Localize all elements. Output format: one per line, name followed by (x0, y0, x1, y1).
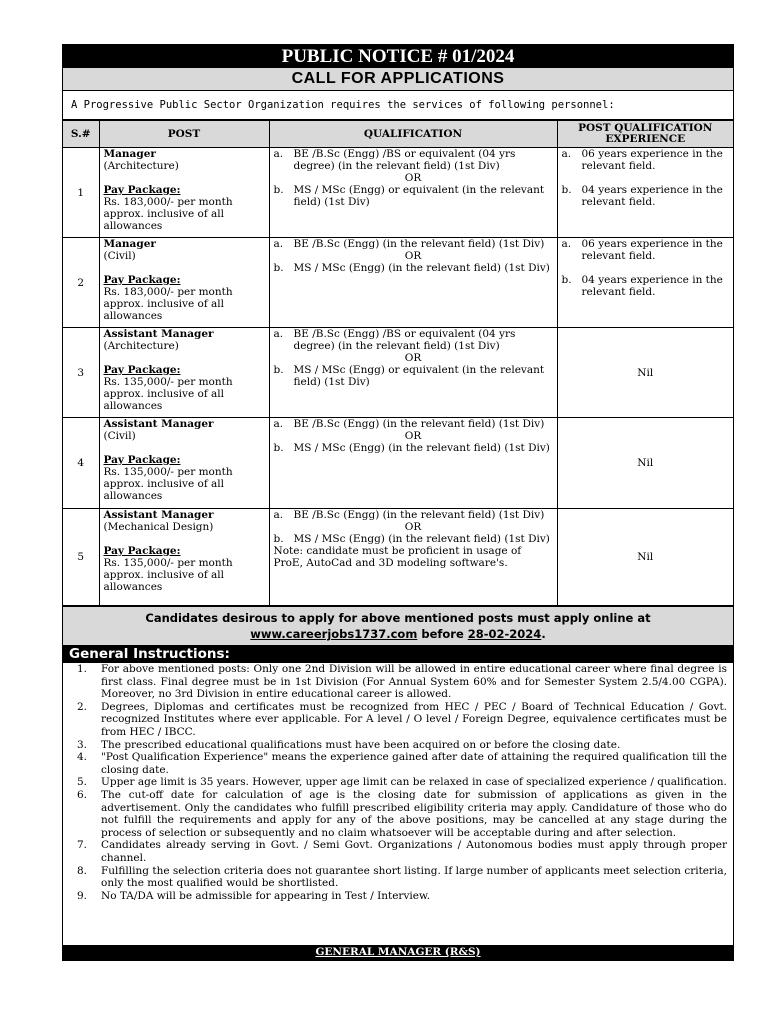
experience-option-a (562, 148, 730, 172)
post-discipline: (Civil) (103, 250, 136, 262)
col-header-experience: POST QUALIFICATION EXPERIENCE (557, 121, 733, 148)
qualification-cell (269, 509, 557, 606)
experience-cell: Nil (557, 328, 733, 418)
qualification-text: BE /B.Sc (Engg) /BS or equivalent (04 yrs degree) (in the relevant field) (1st Div) (293, 328, 516, 352)
instruction-number: 5. (76, 776, 88, 789)
row-number: 2 (63, 238, 99, 328)
pay-amount: Rs. 135,000/- per month (103, 376, 233, 388)
post-title: Assistant Manager (103, 328, 214, 340)
qualification-text: BE /B.Sc (Engg) (in the relevant field) (1st Div) (293, 238, 545, 250)
instruction-item (63, 789, 727, 839)
option-marker: b. (273, 364, 284, 376)
apply-before: before (417, 627, 468, 641)
pay-amount: Rs. 183,000/- per month (103, 286, 233, 298)
posts-table (63, 120, 733, 606)
post-cell (99, 509, 269, 606)
post-discipline: (Architecture) (103, 340, 179, 352)
pay-amount: Rs. 135,000/- per month (103, 557, 233, 569)
instruction-item (63, 739, 727, 752)
instruction-number: 7. (76, 839, 88, 852)
general-instructions-list (63, 663, 733, 902)
qualification-option-b (274, 262, 553, 274)
instruction-text: Candidates already serving in Govt. / Semi Govt. Organizations / Autonomous bodies must apply through proper channel. (101, 839, 727, 864)
table-row (63, 238, 733, 328)
post-discipline: (Architecture) (103, 160, 179, 172)
qualification-text: MS / MSc (Engg) or equivalent (in the relevant field) (1st Div) (293, 364, 545, 388)
qualification-note: Note: candidate must be proficient in usage of ProE, AutoCad and 3D modeling software's. (273, 545, 522, 569)
pay-package-label: Pay Package: (103, 184, 181, 196)
post-title: Manager (103, 238, 156, 250)
experience-option-b (562, 184, 730, 208)
notice-subtitle: CALL FOR APPLICATIONS (63, 68, 733, 91)
qualification-text: BE /B.Sc (Engg) (in the relevant field) (1st Div) (293, 418, 545, 430)
post-cell (99, 148, 269, 238)
instruction-number: 9. (76, 889, 88, 902)
qualification-cell (269, 238, 557, 328)
pay-amount: Rs. 135,000/- per month (103, 466, 233, 478)
qualification-cell (269, 328, 557, 418)
table-row (63, 328, 733, 418)
instruction-text: Degrees, Diplomas and certificates must be recognized from HEC / PEC / Board of Technical Education / Govt. recognized Institutes where ever applicable. For A level / O level / Foreign Degree, equivalence certificates must be from HEC / IBCC. (101, 700, 727, 738)
table-header-row (63, 121, 733, 148)
instruction-text: The cut-off date for calculation of age is the closing date for submission of applications as given in the advertisement. Only the candidates who fulfill prescribed eligibility criteria may apply. Candidature of those who do not fulfill the requirements and apply for any of the above positions, may be cancelled at any stage during the process of selection or subsequently and no claim whatsoever will be acceptable during and after selection. (101, 788, 727, 839)
instruction-text: No TA/DA will be admissible for appearing in Test / Interview. (101, 889, 431, 902)
pay-package-label: Pay Package: (103, 545, 181, 557)
instruction-text: For above mentioned posts: Only one 2nd Division will be allowed in entire educational career where final degree is first class. Final degree must be in 1st Division (For Annual System 60% and for Semester System 2.5/4.00 CGPA). Moreover, no 3rd Division in entire educational career is allowed. (101, 663, 727, 701)
experience-cell: Nil (557, 418, 733, 509)
qualification-text: MS / MSc (Engg) (in the relevant field) (1st Div) (293, 533, 550, 545)
post-title: Assistant Manager (103, 509, 214, 521)
instruction-number: 8. (76, 864, 88, 877)
post-title: Assistant Manager (103, 418, 214, 430)
or-separator: OR (404, 172, 422, 184)
signatory: GENERAL MANAGER (R&S) (63, 945, 733, 960)
qualification-text: MS / MSc (Engg) or equivalent (in the relevant field) (1st Div) (293, 184, 545, 208)
option-marker: b. (273, 262, 284, 274)
apply-line: Candidates desirous to apply for above mentioned posts must apply online at (145, 611, 651, 625)
or-separator: OR (404, 430, 422, 442)
experience-cell: Nil (557, 509, 733, 606)
notice-title: PUBLIC NOTICE # 01/2024 (63, 45, 733, 68)
option-marker: a. (273, 238, 284, 250)
instruction-number: 4. (76, 751, 88, 764)
pay-amount: Rs. 183,000/- per month (103, 196, 233, 208)
post-discipline: (Mechanical Design) (103, 521, 214, 533)
qualification-option-a (274, 148, 553, 172)
qualification-option-a (274, 328, 553, 352)
option-marker: b. (273, 184, 284, 196)
experience-text: 04 years experience in the relevant field. (581, 184, 723, 208)
post-cell (99, 238, 269, 328)
or-separator: OR (404, 250, 422, 262)
notice-sheet (62, 44, 734, 961)
option-marker: b. (561, 274, 572, 286)
general-instructions-heading: General Instructions: (63, 645, 733, 663)
table-row (63, 509, 733, 606)
qualification-option-a (274, 509, 553, 521)
option-marker: b. (273, 533, 284, 545)
qualification-option-b (274, 533, 553, 545)
table-row (63, 148, 733, 238)
pay-note: approx. inclusive of all allowances (103, 298, 225, 322)
col-header-qualification: QUALIFICATION (269, 121, 557, 148)
qualification-option-a (274, 238, 553, 250)
option-marker: b. (273, 442, 284, 454)
qualification-cell (269, 148, 557, 238)
qualification-text: BE /B.Sc (Engg) (in the relevant field) (1st Div) (293, 509, 545, 521)
post-discipline: (Civil) (103, 430, 136, 442)
apply-instructions (63, 606, 733, 645)
option-marker: a. (273, 328, 284, 340)
pay-note: approx. inclusive of all allowances (103, 569, 225, 593)
option-marker: a. (273, 418, 284, 430)
instruction-item (63, 890, 727, 903)
row-number: 5 (63, 509, 99, 606)
col-header-sno: S.# (63, 121, 99, 148)
option-marker: a. (273, 509, 284, 521)
qualification-option-a (274, 418, 553, 430)
instruction-item (63, 865, 727, 890)
qualification-option-b (274, 184, 553, 208)
row-number: 4 (63, 418, 99, 509)
instruction-item (63, 776, 727, 789)
post-title: Manager (103, 148, 156, 160)
qualification-option-b (274, 442, 553, 454)
apply-deadline: 28-02-2024 (467, 627, 542, 641)
instruction-text: Upper age limit is 35 years. However, upper age limit can be relaxed in case of specialized experience / qualification. (101, 776, 727, 789)
notice-intro: A Progressive Public Sector Organization requires the services of following personnel: (63, 91, 733, 120)
experience-cell (557, 238, 733, 328)
table-row (63, 418, 733, 509)
experience-cell (557, 148, 733, 238)
experience-option-b (562, 274, 730, 298)
option-marker: b. (561, 184, 572, 196)
row-number: 3 (63, 328, 99, 418)
or-separator: OR (404, 521, 422, 533)
post-cell (99, 328, 269, 418)
pay-package-label: Pay Package: (103, 274, 181, 286)
instruction-text: "Post Qualification Experience" means the experience gained after date of attaining the required qualification till the closing date. (101, 751, 727, 776)
option-marker: a. (273, 148, 284, 160)
experience-text: 06 years experience in the relevant field. (581, 238, 723, 262)
experience-text: 06 years experience in the relevant field. (581, 148, 723, 172)
qualification-text: MS / MSc (Engg) (in the relevant field) (1st Div) (293, 442, 550, 454)
option-marker: a. (561, 148, 572, 160)
row-number: 1 (63, 148, 99, 238)
instruction-text: The prescribed educational qualifications must have been acquired on or before the closing date. (101, 738, 621, 751)
instruction-text: Fulfilling the selection criteria does not guarantee short listing. If large number of applicants meet selection criteria, only the most qualified would be shortlisted. (101, 864, 727, 890)
or-separator: OR (404, 352, 422, 364)
col-header-post: POST (99, 121, 269, 148)
instruction-number: 1. (76, 663, 88, 675)
experience-text: 04 years experience in the relevant field. (581, 274, 723, 298)
experience-option-a (562, 238, 730, 262)
pay-note: approx. inclusive of all allowances (103, 208, 225, 232)
qualification-cell (269, 418, 557, 509)
option-marker: a. (561, 238, 572, 250)
post-cell (99, 418, 269, 509)
pay-package-label: Pay Package: (103, 454, 181, 466)
apply-url-line (63, 626, 733, 642)
instruction-number: 6. (76, 788, 88, 801)
instruction-number: 2. (76, 700, 88, 713)
pay-note: approx. inclusive of all allowances (103, 388, 225, 412)
pay-package-label: Pay Package: (103, 364, 181, 376)
qualification-option-b (274, 364, 553, 388)
apply-link[interactable]: www.careerjobs1737.com (250, 627, 418, 641)
instruction-number: 3. (76, 738, 88, 751)
qualification-text: BE /B.Sc (Engg) /BS or equivalent (04 yrs degree) (in the relevant field) (1st Div) (293, 148, 516, 172)
instruction-item (63, 839, 727, 864)
apply-end: . (541, 627, 546, 641)
instruction-item (63, 663, 727, 701)
instruction-item (63, 701, 727, 739)
pay-note: approx. inclusive of all allowances (103, 478, 225, 502)
instruction-item (63, 751, 727, 776)
qualification-text: MS / MSc (Engg) (in the relevant field) (1st Div) (293, 262, 550, 274)
